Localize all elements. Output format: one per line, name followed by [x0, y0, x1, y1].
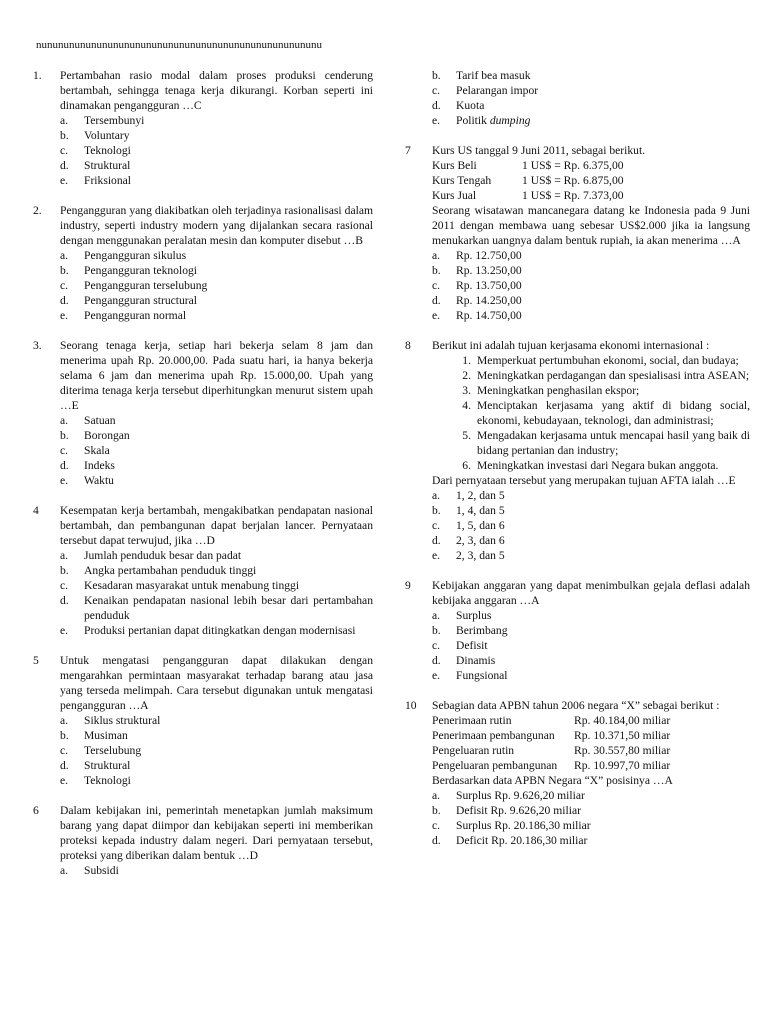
option: [60, 773, 373, 788]
list-item-text: Mengadakan kerjasama untuk mencapai hasil yang baik di bidang pertanian dan industry;: [477, 429, 750, 457]
question: [33, 503, 373, 638]
option-letter: b.: [60, 129, 69, 142]
option: [432, 608, 750, 623]
option-letter: b.: [60, 564, 69, 577]
option-text: Satuan: [84, 414, 116, 427]
option-text: Waktu: [84, 474, 114, 487]
option: [60, 308, 373, 323]
option-letter: b.: [60, 264, 69, 277]
question-stem-continued: Berdasarkan data APBN Negara “X” posisinya …A: [432, 774, 673, 787]
question-number: 10: [405, 699, 417, 712]
list-item-number: 1.: [462, 354, 471, 367]
option-letter: a.: [60, 414, 69, 427]
option-text: Rp. 13.250,00: [456, 264, 522, 277]
question-body: [60, 338, 373, 488]
option: [60, 473, 373, 488]
option-text: Kesadaran masyarakat untuk menabung tinggi: [84, 579, 300, 592]
option: [60, 263, 373, 278]
list-item: [432, 368, 750, 383]
question-body: [432, 698, 750, 848]
question-stem: Kurs US tanggal 9 Juni 2011, sebagai berikut.: [432, 144, 646, 157]
option-text: 1, 2, dan 5: [456, 489, 505, 502]
budget-row: [432, 713, 750, 728]
option-text: Borongan: [84, 429, 130, 442]
option: [60, 158, 373, 173]
option-text: Rp. 14.750,00: [456, 309, 522, 322]
list-item: [432, 383, 750, 398]
option-letter: a.: [432, 489, 441, 502]
list-item-number: 3.: [462, 384, 471, 397]
option-text: Pengangguran structural: [84, 294, 198, 307]
option-text: Surplus: [456, 609, 492, 622]
option: [432, 533, 750, 548]
option-text: Dinamis: [456, 654, 496, 667]
option: [432, 293, 750, 308]
question-body: [60, 503, 373, 638]
option-letter: d.: [432, 99, 441, 112]
budget-value: Rp. 40.184,00 miliar: [574, 714, 671, 727]
question: [33, 653, 373, 788]
option: [60, 758, 373, 773]
option: [60, 413, 373, 428]
question-body: [432, 338, 750, 563]
exchange-rate-row: [432, 188, 750, 203]
list-item-text: Menciptakan kerjasama yang aktif di bidang social, ekonomi, kebudayaan, teknologi, dan administrasi;: [477, 399, 750, 427]
option-letter: b.: [432, 264, 441, 277]
list-item: [432, 398, 750, 428]
option: [432, 278, 750, 293]
question-number: 9: [405, 579, 411, 592]
question-stem: Pertambahan rasio modal dalam proses produksi cenderung bertambah, sehingga tenaga kerja dikurangi. Korban seperti ini dinamakan pengangguran …C: [60, 69, 373, 112]
question-stem: Pengangguran yang diakibatkan oleh terjadinya rasionalisasi dalam industry, seperti industry modern yang dijalankan secara rasional dengan menggunakan peralatan mesin dan komputer disebut …B: [60, 204, 373, 247]
option-letter: a.: [60, 114, 69, 127]
option: [60, 593, 373, 623]
list-item-text: Meningkatkan penghasilan ekspor;: [477, 384, 640, 397]
option-text: Politik dumping: [456, 114, 531, 127]
question: [405, 338, 750, 563]
option-text: Skala: [84, 444, 110, 457]
option-letter: b.: [432, 804, 441, 817]
list-item: [432, 353, 750, 368]
list-item-number: 2.: [462, 369, 471, 382]
option-text: Deficit Rp. 20.186,30 miliar: [456, 834, 588, 847]
option-letter: d.: [432, 834, 441, 847]
option: [432, 788, 750, 803]
list-item-text: Memperkuat pertumbuhan ekonomi, social, dan budaya;: [477, 354, 739, 367]
option-text: 1, 4, dan 5: [456, 504, 505, 517]
option-letter: b.: [432, 624, 441, 637]
option-text: Fungsional: [456, 669, 508, 682]
option: [60, 428, 373, 443]
option-letter: c.: [432, 819, 441, 832]
option: [432, 68, 750, 83]
question: [33, 68, 373, 188]
option: [432, 803, 750, 818]
option-text: 2, 3, dan 6: [456, 534, 505, 547]
option-text: Kenaikan pendapatan nasional lebih besar dari pertambahan penduduk: [84, 594, 373, 622]
option: [60, 563, 373, 578]
budget-label: Pengeluaran pembangunan: [432, 759, 558, 772]
option-text: 2, 3, dan 5: [456, 549, 505, 562]
option-text: Indeks: [84, 459, 115, 472]
option-letter: e.: [432, 549, 441, 562]
option: [432, 503, 750, 518]
option: [60, 293, 373, 308]
option-letter: e.: [432, 114, 441, 127]
option-letter: e.: [432, 669, 441, 682]
option-letter: c.: [432, 84, 441, 97]
option-text: Jumlah penduduk besar dan padat: [84, 549, 242, 562]
question-number: 5: [33, 654, 39, 667]
option: [432, 653, 750, 668]
option-letter: d.: [60, 594, 69, 607]
option-letter: d.: [432, 654, 441, 667]
option: [60, 623, 373, 638]
question-stem-continued: Dari pernyataan tersebut yang merupakan tujuan AFTA ialah …E: [432, 474, 736, 487]
question: [405, 143, 750, 323]
question-body: [60, 653, 373, 788]
list-item-number: 4.: [462, 399, 471, 412]
budget-label: Pengeluaran rutin: [432, 744, 515, 757]
option-text: Pengangguran terselubung: [84, 279, 208, 292]
option-letter: a.: [432, 249, 441, 262]
option: [432, 308, 750, 323]
question: [33, 338, 373, 488]
option-letter: b.: [60, 429, 69, 442]
question-stem: Kesempatan kerja bertambah, mengakibatkan pendapatan nasional bertambah, dan pembangunan dapat berjalan lancer. Pernyataan tersebut dapat terwujud, jika …D: [60, 504, 373, 547]
list-item: [432, 458, 750, 473]
option-letter: a.: [432, 609, 441, 622]
option-text: Voluntary: [84, 129, 130, 142]
list-item-number: 6.: [462, 459, 471, 472]
budget-row: [432, 758, 750, 773]
question-number: 6: [33, 804, 39, 817]
option-text: Defisit Rp. 9.626,20 miliar: [456, 804, 581, 817]
option-text: 1, 5, dan 6: [456, 519, 505, 532]
option-letter: a.: [60, 249, 69, 262]
option-text: Pelarangan impor: [456, 84, 539, 97]
question-stem-continued: Seorang wisatawan mancanegara datang ke Indonesia pada 9 Juni 2011 dengan membawa uang sebesar US$2.000 jika ia langsung menukarkan uangnya dalam bentuk rupiah, ia akan menerima …A: [432, 204, 750, 247]
numbered-list: [432, 353, 750, 473]
option-text: Produksi pertanian dapat ditingkatkan dengan modernisasi: [84, 624, 356, 637]
question-body: [60, 203, 373, 323]
question-stem: Berikut ini adalah tujuan kerjasama ekonomi internasional :: [432, 339, 710, 352]
option-letter: c.: [60, 744, 69, 757]
option: [432, 518, 750, 533]
option-letter: b.: [432, 504, 441, 517]
list-item-text: Meningkatkan investasi dari Negara bukan anggota.: [477, 459, 719, 472]
right-column: [405, 68, 750, 863]
option-letter: e.: [60, 174, 69, 187]
option-text: Subsidi: [84, 864, 119, 877]
option-letter: e.: [60, 474, 69, 487]
option: [60, 443, 373, 458]
rate-label: Kurs Beli: [432, 159, 477, 172]
rate-label: Kurs Tengah: [432, 174, 492, 187]
budget-label: Penerimaan rutin: [432, 714, 512, 727]
option: [432, 83, 750, 98]
rate-value: 1 US$ = Rp. 7.373,00: [522, 189, 624, 202]
option-text: Struktural: [84, 159, 131, 172]
option-letter: d.: [60, 294, 69, 307]
option: [60, 278, 373, 293]
option: [60, 128, 373, 143]
option-letter: e.: [432, 309, 441, 322]
option: [432, 488, 750, 503]
option-letter: a.: [432, 789, 441, 802]
option: [432, 548, 750, 563]
question-body: [60, 803, 373, 878]
question-number: 7: [405, 144, 411, 157]
question-stem: Kebijakan anggaran yang dapat menimbulkan gejala deflasi adalah kebijaka anggaran …A: [432, 579, 750, 607]
option: [60, 143, 373, 158]
question: [405, 578, 750, 683]
option: [432, 833, 750, 848]
budget-row: [432, 728, 750, 743]
option-text: Angka pertambahan penduduk tinggi: [84, 564, 257, 577]
question-number: 3.: [33, 339, 42, 352]
option-text: Berimbang: [456, 624, 508, 637]
exchange-rate-row: [432, 173, 750, 188]
option-letter: b.: [60, 729, 69, 742]
option-letter: a.: [60, 549, 69, 562]
rate-label: Kurs Jual: [432, 189, 477, 202]
option-text: Siklus struktural: [84, 714, 161, 727]
option-text: Terselubung: [84, 744, 142, 757]
option-text: Teknologi: [84, 144, 131, 157]
option-text: Surplus Rp. 9.626,20 miliar: [456, 789, 585, 802]
option: [60, 458, 373, 473]
option-text: Friksional: [84, 174, 132, 187]
option: [432, 668, 750, 683]
option: [432, 248, 750, 263]
option-emphasis: dumping: [489, 114, 531, 127]
option-text: Tersembunyi: [84, 114, 145, 127]
option-letter: e.: [60, 774, 69, 787]
budget-value: Rp. 30.557,80 miliar: [574, 744, 671, 757]
option-letter: d.: [432, 534, 441, 547]
option: [60, 578, 373, 593]
question-stem: Untuk mengatasi pengangguran dapat dilakukan dengan mengarahkan permintaan masyarakat terhadap barang atau jasa yang terseda melimpah. Cara tersebut digunakan untuk mengatasi pengangguran …A: [60, 654, 373, 712]
option-letter: a.: [60, 714, 69, 727]
list-item-text: Meningkatkan perdagangan dan spesialisasi intra ASEAN;: [477, 369, 750, 382]
option-letter: e.: [60, 309, 69, 322]
question-body: [432, 578, 750, 683]
option-text: Rp. 13.750,00: [456, 279, 522, 292]
option-text: Rp. 12.750,00: [456, 249, 522, 262]
option-text: Rp. 14.250,00: [456, 294, 522, 307]
option: [60, 863, 373, 878]
question-number: 8: [405, 339, 411, 352]
question: [33, 803, 373, 878]
question: [405, 698, 750, 848]
header-line: nunununununununununununununununununununununununununu: [36, 39, 322, 51]
option-letter: c.: [60, 579, 69, 592]
option-letter: c.: [60, 279, 69, 292]
option-letter: c.: [60, 444, 69, 457]
option-letter: d.: [60, 159, 69, 172]
option-text: Tarif bea masuk: [456, 69, 531, 82]
option-letter: a.: [60, 864, 69, 877]
option-letter: d.: [432, 294, 441, 307]
question-body: [432, 143, 750, 323]
left-column: [33, 68, 373, 893]
rate-value: 1 US$ = Rp. 6.375,00: [522, 159, 624, 172]
list-item-number: 5.: [462, 429, 471, 442]
option-text: Kuota: [456, 99, 485, 112]
question-stem: Sebagian data APBN tahun 2006 negara “X” sebagai berikut :: [432, 699, 720, 712]
option-text: Struktural: [84, 759, 131, 772]
option-text: Surplus Rp. 20.186,30 miliar: [456, 819, 591, 832]
option-letter: c.: [60, 144, 69, 157]
question: [33, 203, 373, 323]
question-number: 2.: [33, 204, 42, 217]
exchange-rate-row: [432, 158, 750, 173]
question-number: 4: [33, 504, 39, 517]
option-text: Teknologi: [84, 774, 131, 787]
budget-label: Penerimaan pembangunan: [432, 729, 555, 742]
option-letter: c.: [432, 279, 441, 292]
option-text: Pengangguran normal: [84, 309, 187, 322]
option: [432, 638, 750, 653]
question-number: 1.: [33, 69, 42, 82]
question-6-continued-options: [432, 68, 750, 128]
option: [432, 113, 750, 128]
option: [432, 623, 750, 638]
option: [432, 98, 750, 113]
option: [60, 728, 373, 743]
option-letter: d.: [60, 459, 69, 472]
budget-value: Rp. 10.997,70 miliar: [574, 759, 671, 772]
question-stem: Dalam kebijakan ini, pemerintah menetapkan jumlah maksimum barang yang dapat diimpor dan kebijakan seperti ini memberikan proteksi kepada industry dalam negeri. Dari pernyataan tersebut, proteksi yang diberikan dalam bentuk …D: [60, 804, 373, 862]
option-letter: d.: [60, 759, 69, 772]
list-item: [432, 428, 750, 458]
option-text: Pengangguran sikulus: [84, 249, 187, 262]
question-stem: Seorang tenaga kerja, setiap hari bekerja selam 8 jam dan menerima upah Rp. 20.000,00. Pada suatu hari, ia hanya bekerja selama 6 jam dan menerima upah Rp. 15.000,00. Upah yang diterima tenaga kerja tersebut diperhitungkan menurut sistem upah …E: [60, 339, 373, 412]
option: [60, 548, 373, 563]
option: [60, 743, 373, 758]
budget-row: [432, 743, 750, 758]
option: [60, 173, 373, 188]
option-text: Musiman: [84, 729, 128, 742]
option-letter: c.: [432, 519, 441, 532]
option-text: Pengangguran teknologi: [84, 264, 198, 277]
budget-value: Rp. 10.371,50 miliar: [574, 729, 671, 742]
option-letter: b.: [432, 69, 441, 82]
option: [60, 713, 373, 728]
option: [60, 248, 373, 263]
question-body: [60, 68, 373, 188]
option-letter: e.: [60, 624, 69, 637]
rate-value: 1 US$ = Rp. 6.875,00: [522, 174, 624, 187]
option-text: Defisit: [456, 639, 488, 652]
option-letter: c.: [432, 639, 441, 652]
option: [432, 263, 750, 278]
option: [432, 818, 750, 833]
option: [60, 113, 373, 128]
